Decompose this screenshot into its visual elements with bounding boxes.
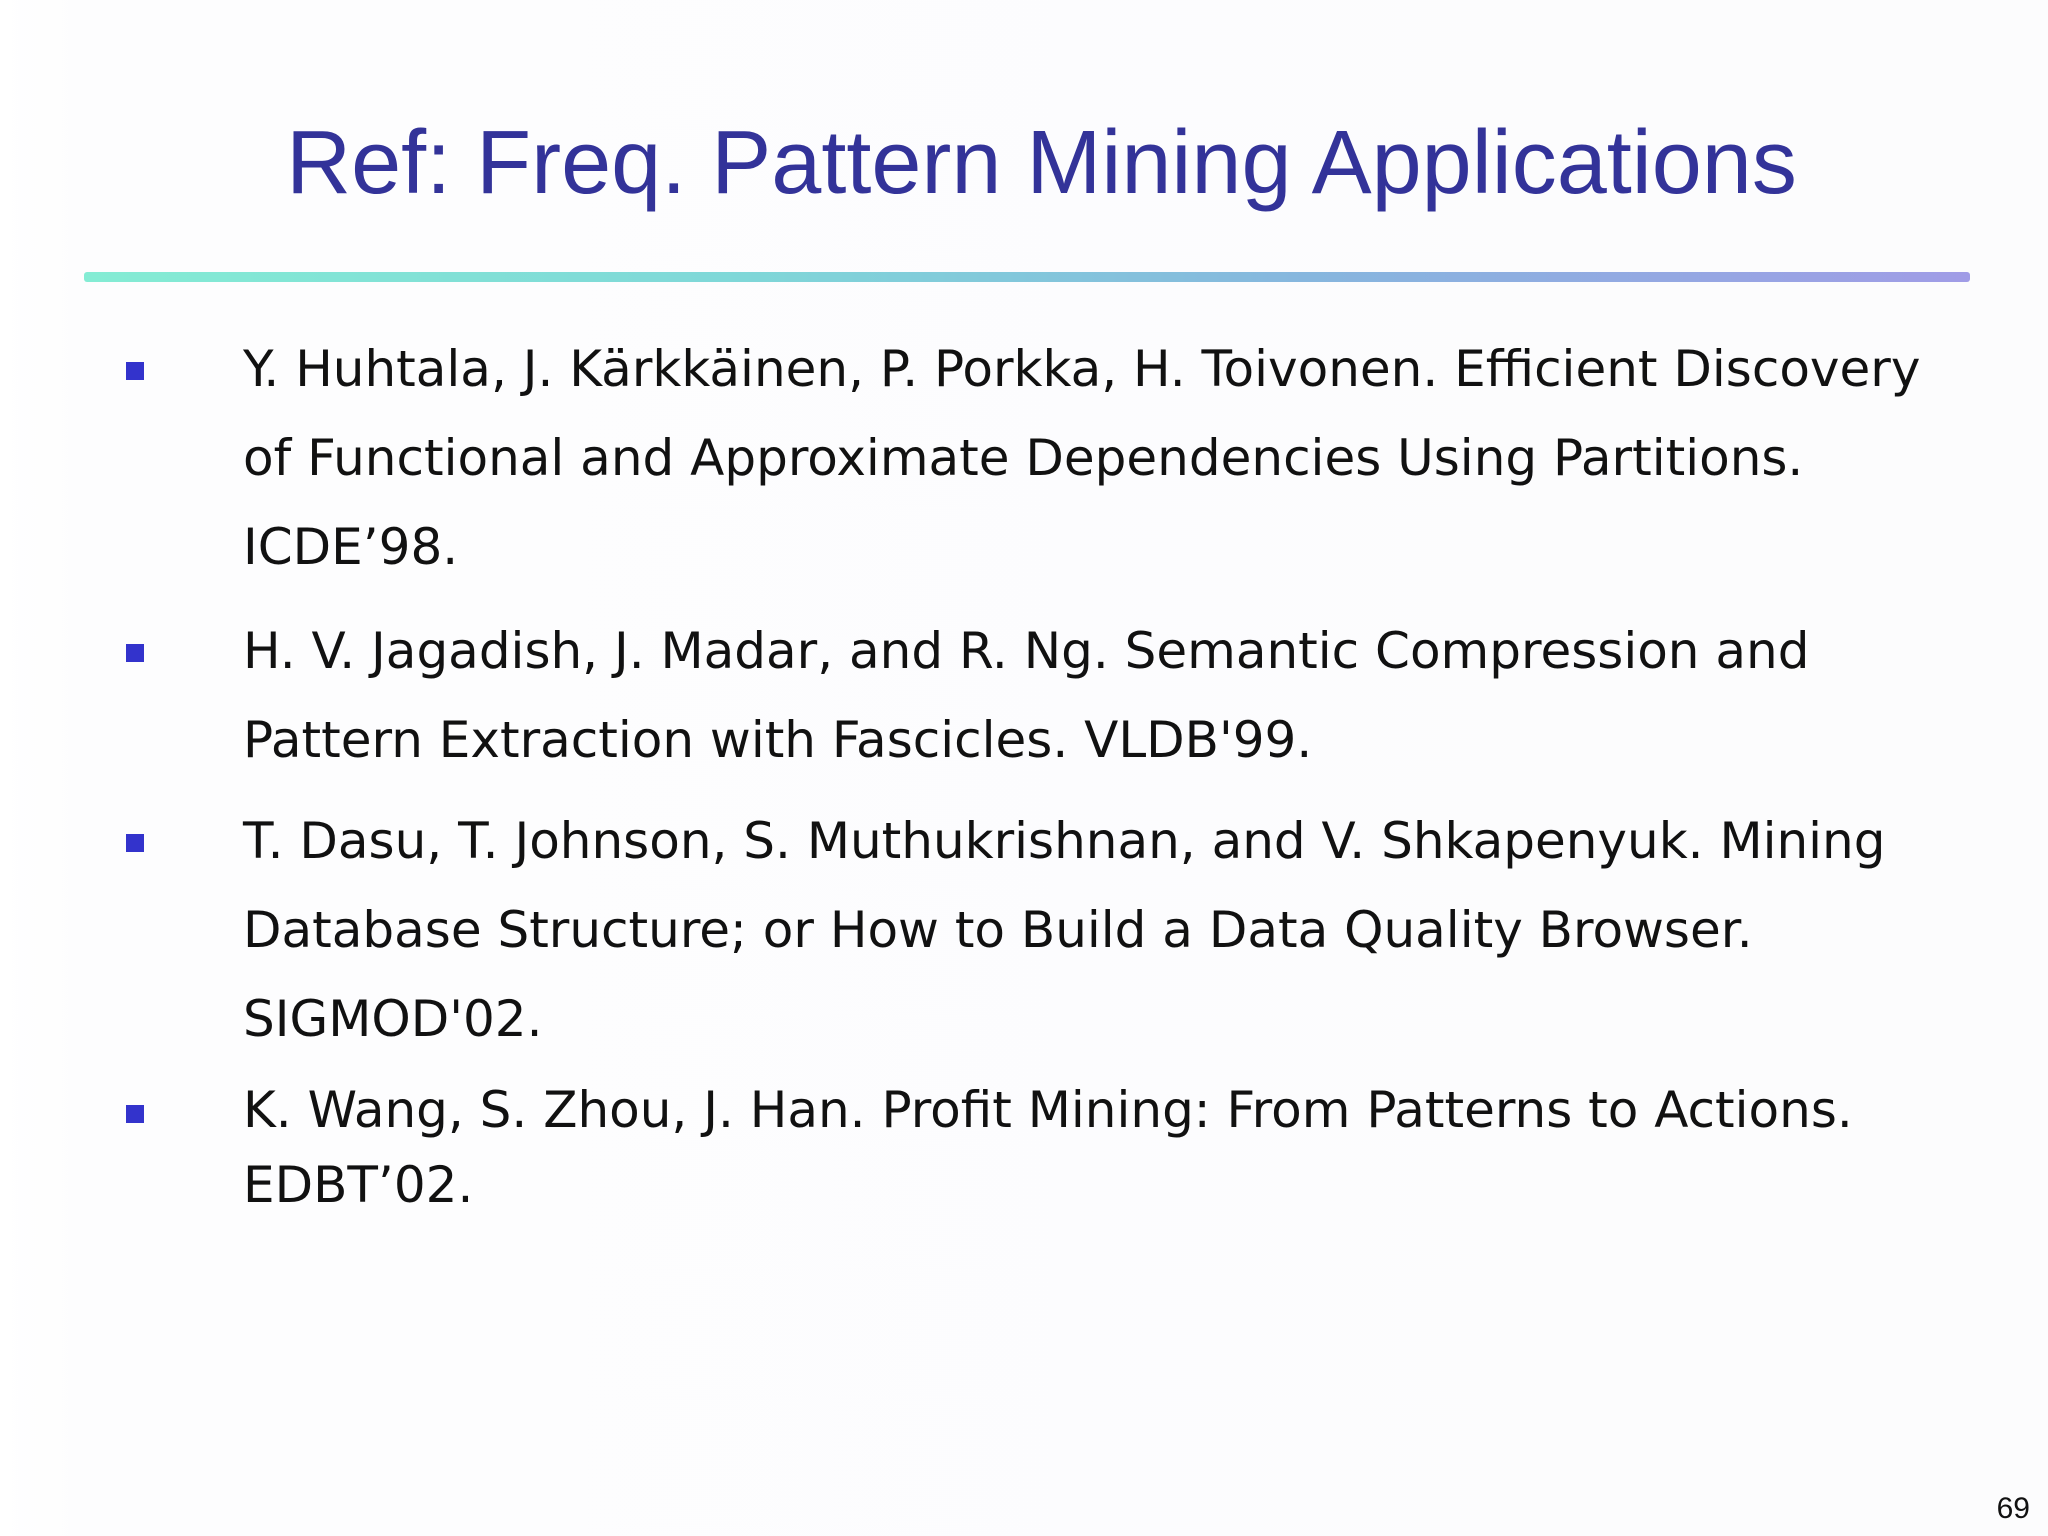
page-number: 69	[1996, 1492, 2030, 1525]
slide-title: Ref: Freq. Pattern Mining Applications	[286, 113, 1797, 213]
square-bullet-icon	[126, 834, 144, 852]
square-bullet-icon	[126, 1105, 144, 1123]
square-bullet-icon	[126, 362, 144, 380]
reference-text: K. Wang, S. Zhou, J. Han. Profit Mining: From Patterns to Actions. EDBT’02.	[243, 1081, 1853, 1214]
reference-text: H. V. Jagadish, J. Madar, and R. Ng. Semantic Compression and Pattern Extraction with Fascicles. VLDB'99.	[243, 622, 1810, 769]
reference-text: T. Dasu, T. Johnson, S. Muthukrishnan, and V. Shkapenyuk. Mining Database Structure; or How to Build a Data Quality Browser. SIGMOD'02.	[243, 812, 1886, 1048]
square-bullet-icon	[126, 644, 144, 662]
reference-text: Y. Huhtala, J. Kärkkäinen, P. Porkka, H. Toivonen. Efficient Discovery of Functional and Approximate Dependencies Using Partitions. ICDE’98.	[243, 340, 1921, 576]
